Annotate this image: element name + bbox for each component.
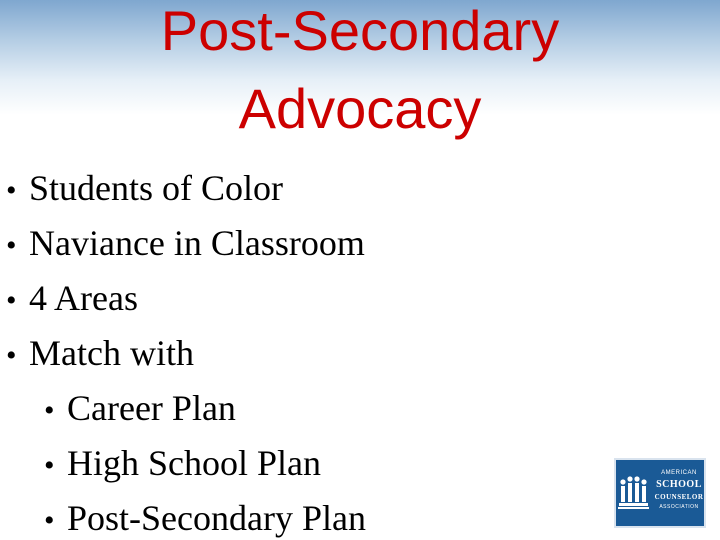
- bullet-text: Post-Secondary Plan: [67, 498, 366, 538]
- bullet-dot: •: [6, 339, 17, 372]
- bullet-text: 4 Areas: [29, 278, 138, 318]
- bullet-dot: •: [44, 504, 55, 537]
- logo-text-american: AMERICAN: [661, 470, 697, 476]
- title-line-1: Post-Secondary: [160, 0, 560, 62]
- bullet-dot: •: [44, 449, 55, 482]
- sub-bullet-item: [0, 437, 600, 492]
- asca-logo: [614, 458, 706, 528]
- logo-text-association: ASSOCIATION: [659, 504, 699, 510]
- bullet-text: Students of Color: [29, 168, 284, 208]
- sub-bullet-item: [0, 382, 600, 437]
- bullet-text: Career Plan: [67, 388, 236, 428]
- logo-text-school: SCHOOL: [656, 479, 702, 490]
- logo-text-counselor: COUNSELOR: [654, 493, 704, 501]
- bullet-text: High School Plan: [67, 443, 322, 483]
- bullet-dot: •: [6, 174, 17, 207]
- bullet-item: [0, 217, 600, 272]
- bullet-text: Naviance in Classroom: [29, 223, 365, 263]
- slide-title: [0, 0, 720, 148]
- bullet-text: Match with: [29, 333, 194, 373]
- title-line-2: Advocacy: [238, 77, 482, 140]
- bullet-item: [0, 272, 600, 327]
- sub-bullet-item: [0, 492, 600, 540]
- bullet-item: [0, 162, 600, 217]
- bullet-list: [0, 162, 600, 540]
- people-pillars-icon: [616, 460, 652, 526]
- bullet-dot: •: [44, 394, 55, 427]
- bullet-dot: •: [6, 284, 17, 317]
- bullet-dot: •: [6, 229, 17, 262]
- bullet-item: [0, 327, 600, 382]
